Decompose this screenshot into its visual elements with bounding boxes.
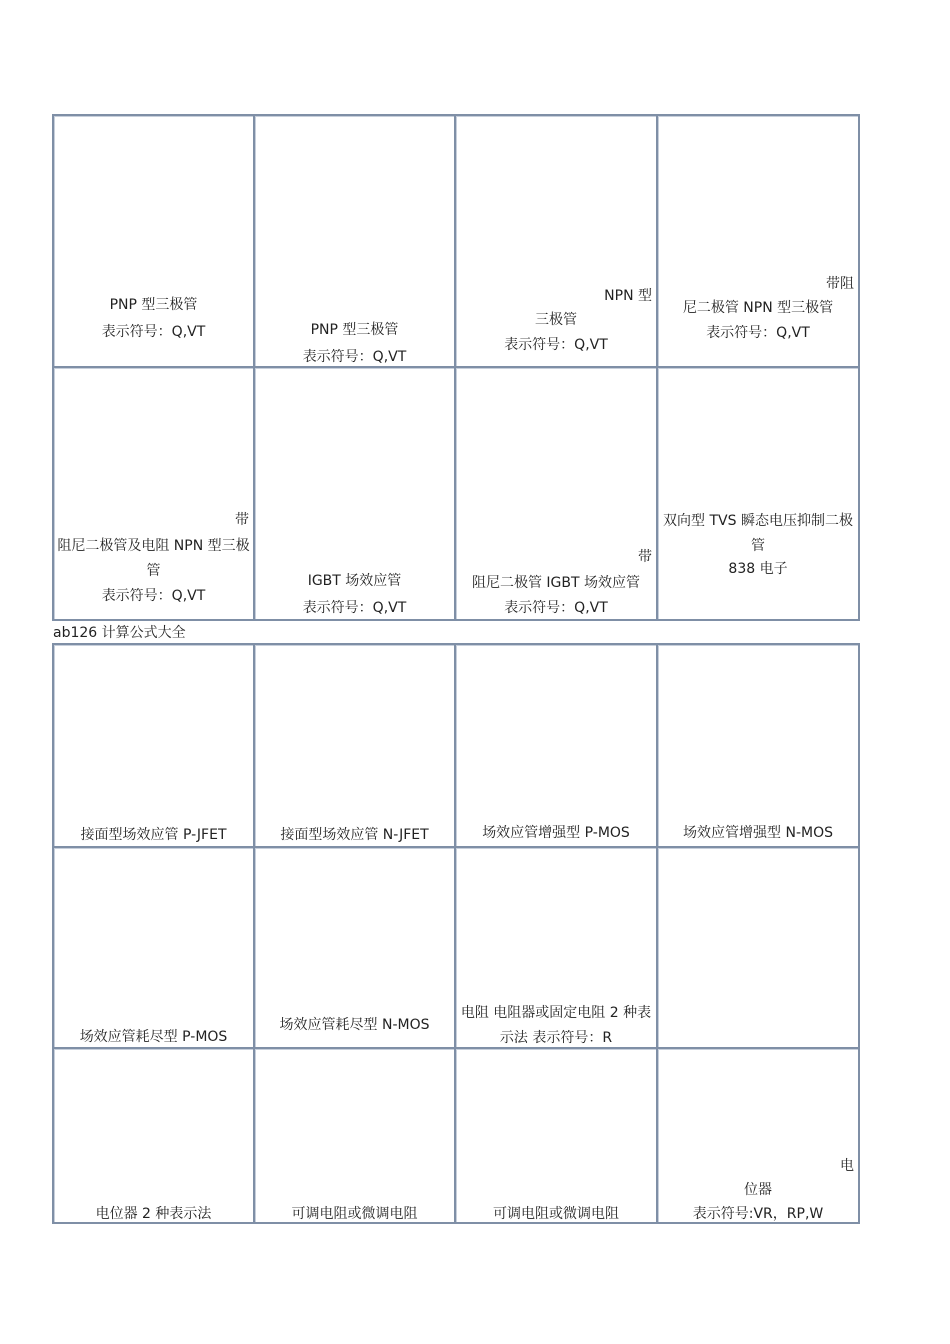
table1-cell-pnp-transistor-2	[254, 115, 455, 367]
table2-cell-p-jfet	[53, 644, 254, 847]
table1-cell-npn-transistor	[455, 115, 657, 367]
cell-symbol-text: 表示符号:VR，RP,W	[692, 1206, 824, 1222]
table1-cell-pnp-transistor	[53, 115, 254, 367]
cell-label: 场效应管耗尽型 P-MOS	[79, 1029, 228, 1045]
cell-label-cont: 阻尼二极管及电阻 NPN 型三极	[57, 538, 250, 554]
cell-label: 接面型场效应管 N-JFET	[280, 827, 429, 843]
cell-symbol-text: 表示符号：Q,VT	[101, 588, 206, 604]
table1-cell-igbt	[254, 367, 455, 620]
cell-label: IGBT 场效应管	[307, 573, 402, 589]
cell-label: 电位器 2 种表示法	[95, 1206, 212, 1222]
cell-symbol-text: 表示符号：Q,VT	[101, 324, 206, 340]
cell-label-cont: 尼二极管 NPN 型三极管	[682, 300, 834, 316]
cell-label: 场效应管增强型 N-MOS	[683, 825, 833, 841]
table2-cell-potentiometer-symbols	[53, 1048, 254, 1223]
cell-caption: 838 电子	[728, 561, 788, 577]
cell-label: 电	[840, 1158, 854, 1174]
cell-label: 场效应管增强型 P-MOS	[482, 825, 630, 841]
cell-symbol-text: 表示符号：Q,VT	[504, 600, 608, 616]
cell-label: 带阻	[826, 276, 854, 292]
cell-label-cont: 三极管	[535, 312, 577, 328]
table1-cell-damper-resistor-npn	[53, 367, 254, 620]
cell-symbol-text: 示法 表示符号：R	[499, 1030, 613, 1046]
table1-cell-damper-npn-transistor	[657, 115, 859, 367]
table2-cell-enhancement-n-mos	[657, 644, 859, 847]
table2-cell-resistor	[455, 847, 657, 1048]
cell-label-cont: 阻尼二极管 IGBT 场效应管	[471, 575, 641, 591]
cell-label: 场效应管耗尽型 N-MOS	[279, 1017, 430, 1033]
table2-cell-adjustable-resistor	[254, 1048, 455, 1223]
cell-label-cont: 位器	[744, 1182, 772, 1198]
between-tables-text: ab126 计算公式大全	[53, 625, 186, 641]
table2-cell-potentiometer	[657, 1048, 859, 1223]
cell-label: 带	[638, 549, 652, 565]
table1-cell-tvs-diode	[657, 367, 859, 620]
cell-label: 可调电阻或微调电阻	[291, 1206, 418, 1222]
table1-cell-damper-igbt	[455, 367, 657, 620]
cell-label: 带	[235, 512, 249, 528]
table2-cell-depletion-n-mos	[254, 847, 455, 1048]
cell-label: PNP 型三极管	[310, 322, 399, 338]
table2-cell-enhancement-p-mos	[455, 644, 657, 847]
cell-label: 电阻 电阻器或固定电阻 2 种表	[460, 1005, 652, 1021]
cell-label: 可调电阻或微调电阻	[493, 1206, 619, 1222]
cell-symbol-text: 表示符号：Q,VT	[302, 349, 407, 365]
cell-label-cont: 管	[146, 563, 161, 579]
cell-label-cont: 管	[751, 538, 765, 554]
cell-symbol-text: 表示符号：Q,VT	[504, 337, 608, 353]
cell-label: 双向型 TVS 瞬态电压抑制二极	[663, 513, 853, 529]
table2-cell-empty	[657, 847, 859, 1048]
cell-symbol-text: 表示符号：Q,VT	[302, 600, 407, 616]
table2-cell-n-jfet	[254, 644, 455, 847]
cell-symbol-text: 表示符号：Q,VT	[706, 325, 810, 341]
cell-label: PNP 型三极管	[109, 297, 198, 313]
cell-label: 接面型场效应管 P-JFET	[80, 827, 227, 843]
table2-cell-adjustable-resistor-2	[455, 1048, 657, 1223]
cell-label: NPN 型	[604, 288, 652, 304]
table2-cell-depletion-p-mos	[53, 847, 254, 1048]
